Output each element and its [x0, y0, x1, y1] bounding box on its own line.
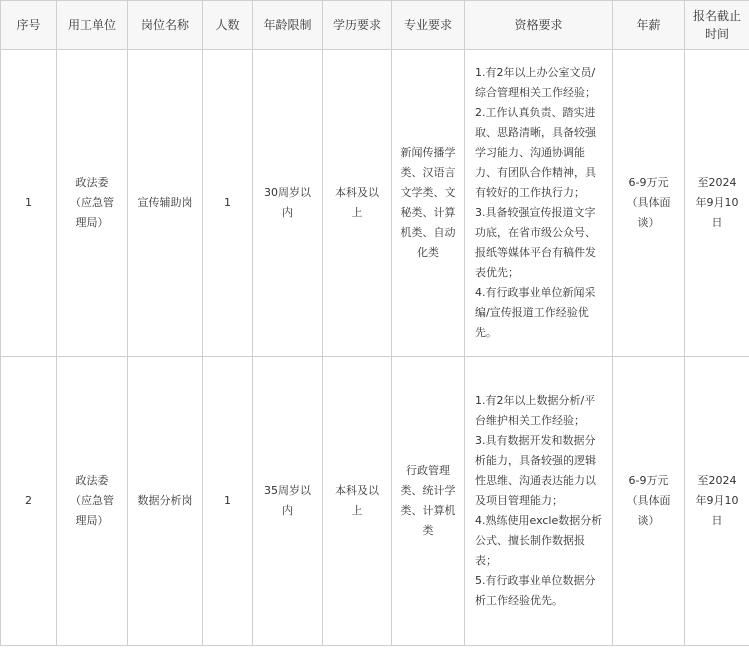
header-major: 专业要求 [392, 1, 465, 50]
header-position: 岗位名称 [128, 1, 203, 50]
qualification-item: 1.有2年以上办公室文员/综合管理相关工作经验； [475, 66, 596, 99]
header-deadline: 报名截止时间 [685, 1, 749, 50]
qualification-item: 1.有2年以上数据分析/平台维护相关工作经验； [475, 394, 596, 427]
header-index: 序号 [1, 1, 57, 50]
cell-headcount: 1 [203, 50, 253, 357]
header-salary: 年薪 [613, 1, 685, 50]
header-employer: 用工单位 [57, 1, 128, 50]
qualification-item: 5.有行政事业单位数据分析工作经验优先。 [475, 574, 596, 607]
cell-education: 本科及以上 [323, 50, 392, 357]
cell-salary: 6-9万元（具体面谈） [613, 357, 685, 646]
cell-qualifications [465, 50, 613, 357]
header-education: 学历要求 [323, 1, 392, 50]
table-row [1, 50, 749, 357]
qualification-item: 2.工作认真负责、踏实进取、思路清晰，具备较强学习能力、沟通协调能力、有团队合作精神，具有较好的工作执行力； [475, 106, 596, 199]
cell-education: 本科及以上 [323, 357, 392, 646]
cell-age-limit: 35周岁以内 [253, 357, 323, 646]
cell-age-limit: 30周岁以内 [253, 50, 323, 357]
header-qualifications: 资格要求 [465, 1, 613, 50]
qualification-item: 4.熟练使用excle数据分析公式、擅长制作数据报表； [475, 514, 603, 567]
cell-headcount: 1 [203, 357, 253, 646]
cell-deadline: 至2024年9月10日 [685, 357, 749, 646]
qualification-item: 3.具有数据开发和数据分析能力，具备较强的逻辑性思维、沟通表达能力以及项目管理能力； [475, 434, 596, 507]
cell-employer: 政法委（应急管理局） [57, 50, 128, 357]
cell-position: 宣传辅助岗 [128, 50, 203, 357]
table-row [1, 357, 749, 646]
header-headcount: 人数 [203, 1, 253, 50]
cell-major: 新闻传播学类、汉语言文学类、文秘类、计算机类、自动化类 [392, 50, 465, 357]
table-header-row [1, 1, 749, 50]
qualification-item: 4.有行政事业单位新闻采编/宣传报道工作经验优先。 [475, 286, 596, 339]
cell-salary: 6-9万元（具体面谈） [613, 50, 685, 357]
qualification-item: 3.具备较强宣传报道文字功底，在省市级公众号、报纸等媒体平台有稿件发表优先； [475, 206, 596, 279]
cell-major: 行政管理类、统计学类、计算机类 [392, 357, 465, 646]
header-age-limit: 年龄限制 [253, 1, 323, 50]
cell-employer: 政法委（应急管理局） [57, 357, 128, 646]
cell-deadline: 至2024年9月10日 [685, 50, 749, 357]
cell-position: 数据分析岗 [128, 357, 203, 646]
cell-index: 1 [1, 50, 57, 357]
cell-index: 2 [1, 357, 57, 646]
cell-qualifications [465, 357, 613, 646]
